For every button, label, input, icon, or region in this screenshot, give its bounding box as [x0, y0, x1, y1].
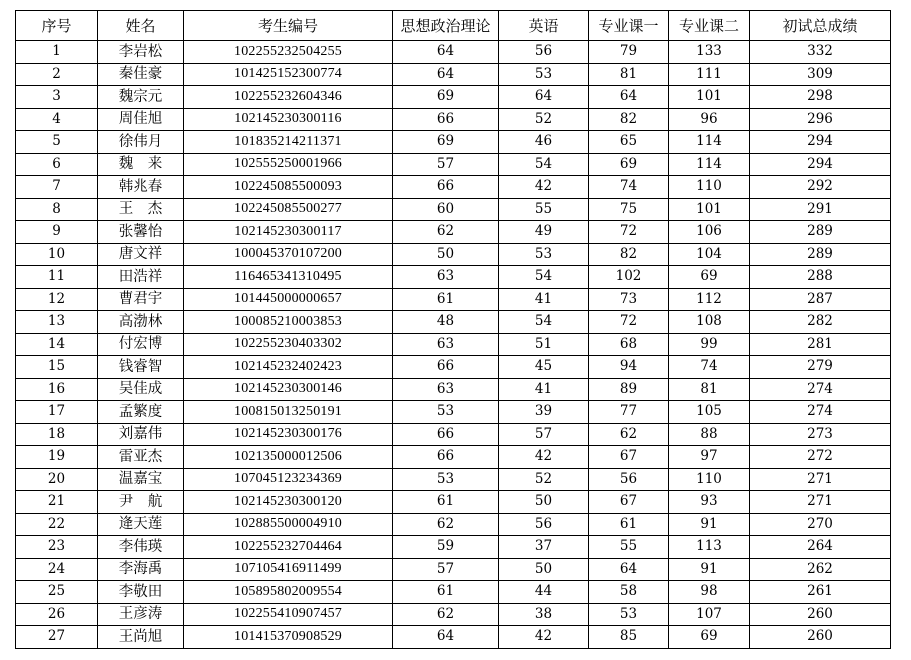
cell-politics: 60 — [393, 198, 499, 221]
cell-seq: 2 — [16, 63, 98, 86]
cell-subject2: 91 — [669, 513, 750, 536]
cell-total: 332 — [750, 41, 891, 64]
cell-exam-id: 116465341310495 — [184, 266, 393, 289]
cell-subject1: 56 — [589, 468, 669, 491]
cell-english: 51 — [499, 333, 589, 356]
table-row — [16, 243, 891, 266]
cell-name: 田浩祥 — [98, 266, 184, 289]
cell-total: 296 — [750, 108, 891, 131]
cell-subject1: 72 — [589, 221, 669, 244]
cell-seq: 19 — [16, 446, 98, 469]
cell-exam-id: 102145230300146 — [184, 378, 393, 401]
cell-subject2: 110 — [669, 176, 750, 199]
cell-total: 294 — [750, 153, 891, 176]
cell-exam-id: 102255410907457 — [184, 603, 393, 626]
cell-politics: 48 — [393, 311, 499, 334]
cell-politics: 63 — [393, 378, 499, 401]
cell-english: 55 — [499, 198, 589, 221]
cell-subject1: 94 — [589, 356, 669, 379]
cell-english: 37 — [499, 536, 589, 559]
cell-subject1: 73 — [589, 288, 669, 311]
cell-seq: 26 — [16, 603, 98, 626]
cell-subject1: 64 — [589, 86, 669, 109]
table-row — [16, 131, 891, 154]
cell-subject2: 88 — [669, 423, 750, 446]
cell-seq: 10 — [16, 243, 98, 266]
cell-exam-id: 102145230300117 — [184, 221, 393, 244]
table-row — [16, 603, 891, 626]
table-header — [16, 11, 891, 41]
cell-subject2: 101 — [669, 198, 750, 221]
cell-exam-id: 102885500004910 — [184, 513, 393, 536]
cell-subject2: 96 — [669, 108, 750, 131]
cell-name: 张馨怡 — [98, 221, 184, 244]
cell-name: 钱睿智 — [98, 356, 184, 379]
cell-politics: 61 — [393, 288, 499, 311]
cell-english: 53 — [499, 63, 589, 86]
cell-seq: 20 — [16, 468, 98, 491]
cell-subject2: 93 — [669, 491, 750, 514]
cell-name: 魏宗元 — [98, 86, 184, 109]
table-row — [16, 311, 891, 334]
table-row — [16, 221, 891, 244]
cell-seq: 4 — [16, 108, 98, 131]
cell-subject1: 102 — [589, 266, 669, 289]
cell-exam-id: 102135000012506 — [184, 446, 393, 469]
cell-total: 292 — [750, 176, 891, 199]
table-body — [16, 41, 891, 649]
cell-english: 45 — [499, 356, 589, 379]
cell-name: 逄天莲 — [98, 513, 184, 536]
header-total: 初试总成绩 — [750, 11, 891, 41]
cell-politics: 61 — [393, 491, 499, 514]
cell-subject2: 74 — [669, 356, 750, 379]
cell-name: 李敬田 — [98, 581, 184, 604]
cell-name: 尹 航 — [98, 491, 184, 514]
cell-subject1: 53 — [589, 603, 669, 626]
cell-english: 41 — [499, 378, 589, 401]
table-row — [16, 513, 891, 536]
cell-exam-id: 101425152300774 — [184, 63, 393, 86]
cell-exam-id: 102145230300116 — [184, 108, 393, 131]
cell-total: 298 — [750, 86, 891, 109]
cell-seq: 24 — [16, 558, 98, 581]
cell-subject2: 110 — [669, 468, 750, 491]
cell-seq: 11 — [16, 266, 98, 289]
cell-politics: 62 — [393, 513, 499, 536]
cell-subject2: 81 — [669, 378, 750, 401]
table-row — [16, 41, 891, 64]
cell-english: 41 — [499, 288, 589, 311]
cell-seq: 8 — [16, 198, 98, 221]
score-sheet — [15, 10, 891, 649]
cell-seq: 21 — [16, 491, 98, 514]
cell-politics: 64 — [393, 41, 499, 64]
cell-seq: 22 — [16, 513, 98, 536]
cell-exam-id: 102255232604346 — [184, 86, 393, 109]
table-row — [16, 446, 891, 469]
cell-subject1: 67 — [589, 446, 669, 469]
cell-subject1: 75 — [589, 198, 669, 221]
cell-name: 韩兆春 — [98, 176, 184, 199]
cell-total: 264 — [750, 536, 891, 559]
cell-politics: 69 — [393, 131, 499, 154]
table-row — [16, 198, 891, 221]
cell-exam-id: 102255230403302 — [184, 333, 393, 356]
cell-exam-id: 102245085500093 — [184, 176, 393, 199]
cell-total: 272 — [750, 446, 891, 469]
cell-subject1: 79 — [589, 41, 669, 64]
cell-subject2: 113 — [669, 536, 750, 559]
cell-politics: 66 — [393, 108, 499, 131]
cell-exam-id: 107045123234369 — [184, 468, 393, 491]
cell-english: 56 — [499, 41, 589, 64]
cell-english: 54 — [499, 153, 589, 176]
cell-english: 50 — [499, 558, 589, 581]
cell-politics: 57 — [393, 558, 499, 581]
cell-total: 289 — [750, 221, 891, 244]
cell-english: 39 — [499, 401, 589, 424]
cell-seq: 12 — [16, 288, 98, 311]
score-table — [15, 10, 891, 649]
cell-name: 雷亚杰 — [98, 446, 184, 469]
cell-subject2: 97 — [669, 446, 750, 469]
cell-politics: 63 — [393, 333, 499, 356]
cell-seq: 1 — [16, 41, 98, 64]
cell-total: 273 — [750, 423, 891, 446]
cell-english: 50 — [499, 491, 589, 514]
cell-english: 49 — [499, 221, 589, 244]
cell-name: 李海禹 — [98, 558, 184, 581]
cell-politics: 57 — [393, 153, 499, 176]
table-row — [16, 86, 891, 109]
cell-name: 秦佳豪 — [98, 63, 184, 86]
table-row — [16, 491, 891, 514]
cell-politics: 62 — [393, 221, 499, 244]
cell-english: 54 — [499, 266, 589, 289]
cell-politics: 66 — [393, 176, 499, 199]
cell-politics: 61 — [393, 581, 499, 604]
cell-politics: 63 — [393, 266, 499, 289]
cell-name: 付宏博 — [98, 333, 184, 356]
header-subject1: 专业课一 — [589, 11, 669, 41]
cell-name: 王 杰 — [98, 198, 184, 221]
cell-subject2: 99 — [669, 333, 750, 356]
cell-name: 周佳旭 — [98, 108, 184, 131]
cell-subject1: 58 — [589, 581, 669, 604]
cell-seq: 25 — [16, 581, 98, 604]
table-row — [16, 176, 891, 199]
cell-exam-id: 102145230300176 — [184, 423, 393, 446]
cell-subject2: 111 — [669, 63, 750, 86]
table-row — [16, 536, 891, 559]
header-politics: 思想政治理论 — [393, 11, 499, 41]
cell-english: 53 — [499, 243, 589, 266]
cell-seq: 16 — [16, 378, 98, 401]
cell-politics: 66 — [393, 446, 499, 469]
cell-english: 46 — [499, 131, 589, 154]
cell-subject2: 107 — [669, 603, 750, 626]
cell-subject2: 106 — [669, 221, 750, 244]
table-row — [16, 356, 891, 379]
cell-politics: 66 — [393, 356, 499, 379]
cell-name: 高渤林 — [98, 311, 184, 334]
cell-seq: 18 — [16, 423, 98, 446]
cell-exam-id: 105895802009554 — [184, 581, 393, 604]
cell-subject2: 104 — [669, 243, 750, 266]
cell-exam-id: 101445000000657 — [184, 288, 393, 311]
cell-seq: 23 — [16, 536, 98, 559]
cell-subject1: 65 — [589, 131, 669, 154]
cell-subject1: 82 — [589, 108, 669, 131]
table-row — [16, 63, 891, 86]
cell-english: 38 — [499, 603, 589, 626]
cell-exam-id: 100815013250191 — [184, 401, 393, 424]
cell-subject2: 133 — [669, 41, 750, 64]
cell-name: 魏 来 — [98, 153, 184, 176]
cell-subject1: 67 — [589, 491, 669, 514]
cell-name: 曹君宇 — [98, 288, 184, 311]
cell-name: 王彦涛 — [98, 603, 184, 626]
cell-english: 56 — [499, 513, 589, 536]
cell-seq: 6 — [16, 153, 98, 176]
cell-subject2: 98 — [669, 581, 750, 604]
table-row — [16, 558, 891, 581]
table-row — [16, 401, 891, 424]
cell-subject2: 114 — [669, 131, 750, 154]
cell-subject2: 69 — [669, 266, 750, 289]
cell-subject1: 55 — [589, 536, 669, 559]
header-subject2: 专业课二 — [669, 11, 750, 41]
cell-seq: 27 — [16, 626, 98, 649]
cell-exam-id: 102555250001966 — [184, 153, 393, 176]
cell-total: 288 — [750, 266, 891, 289]
header-name: 姓名 — [98, 11, 184, 41]
cell-total: 262 — [750, 558, 891, 581]
cell-name: 李岩松 — [98, 41, 184, 64]
cell-exam-id: 102245085500277 — [184, 198, 393, 221]
cell-seq: 14 — [16, 333, 98, 356]
cell-politics: 53 — [393, 468, 499, 491]
cell-total: 274 — [750, 378, 891, 401]
cell-seq: 5 — [16, 131, 98, 154]
cell-seq: 13 — [16, 311, 98, 334]
table-row — [16, 468, 891, 491]
table-row — [16, 626, 891, 649]
cell-english: 42 — [499, 446, 589, 469]
cell-politics: 66 — [393, 423, 499, 446]
header-row — [16, 11, 891, 41]
cell-english: 52 — [499, 108, 589, 131]
cell-exam-id: 100085210003853 — [184, 311, 393, 334]
cell-total: 270 — [750, 513, 891, 536]
cell-subject2: 69 — [669, 626, 750, 649]
cell-exam-id: 107105416911499 — [184, 558, 393, 581]
cell-subject1: 69 — [589, 153, 669, 176]
cell-subject1: 61 — [589, 513, 669, 536]
cell-total: 287 — [750, 288, 891, 311]
cell-total: 260 — [750, 626, 891, 649]
cell-subject2: 108 — [669, 311, 750, 334]
cell-exam-id: 101415370908529 — [184, 626, 393, 649]
cell-total: 271 — [750, 468, 891, 491]
cell-subject2: 112 — [669, 288, 750, 311]
cell-politics: 53 — [393, 401, 499, 424]
cell-subject2: 91 — [669, 558, 750, 581]
cell-subject1: 74 — [589, 176, 669, 199]
cell-total: 291 — [750, 198, 891, 221]
cell-name: 李伟瑛 — [98, 536, 184, 559]
cell-seq: 17 — [16, 401, 98, 424]
cell-subject2: 105 — [669, 401, 750, 424]
cell-english: 54 — [499, 311, 589, 334]
cell-total: 281 — [750, 333, 891, 356]
cell-total: 274 — [750, 401, 891, 424]
cell-subject1: 68 — [589, 333, 669, 356]
table-row — [16, 333, 891, 356]
cell-politics: 69 — [393, 86, 499, 109]
table-row — [16, 153, 891, 176]
cell-english: 57 — [499, 423, 589, 446]
cell-exam-id: 102145232402423 — [184, 356, 393, 379]
cell-exam-id: 101835214211371 — [184, 131, 393, 154]
cell-name: 王尚旭 — [98, 626, 184, 649]
cell-total: 282 — [750, 311, 891, 334]
cell-name: 刘嘉伟 — [98, 423, 184, 446]
cell-english: 42 — [499, 626, 589, 649]
table-row — [16, 423, 891, 446]
cell-exam-id: 100045370107200 — [184, 243, 393, 266]
cell-exam-id: 102255232704464 — [184, 536, 393, 559]
cell-subject1: 72 — [589, 311, 669, 334]
cell-name: 温嘉宝 — [98, 468, 184, 491]
cell-subject1: 77 — [589, 401, 669, 424]
cell-total: 279 — [750, 356, 891, 379]
table-row — [16, 581, 891, 604]
table-row — [16, 378, 891, 401]
cell-name: 唐文祥 — [98, 243, 184, 266]
cell-english: 64 — [499, 86, 589, 109]
cell-total: 261 — [750, 581, 891, 604]
cell-name: 徐伟月 — [98, 131, 184, 154]
cell-exam-id: 102145230300120 — [184, 491, 393, 514]
cell-subject1: 62 — [589, 423, 669, 446]
table-row — [16, 108, 891, 131]
cell-seq: 3 — [16, 86, 98, 109]
cell-english: 52 — [499, 468, 589, 491]
cell-seq: 15 — [16, 356, 98, 379]
header-exam-id: 考生编号 — [184, 11, 393, 41]
cell-total: 294 — [750, 131, 891, 154]
cell-name: 孟繁度 — [98, 401, 184, 424]
cell-total: 289 — [750, 243, 891, 266]
cell-seq: 7 — [16, 176, 98, 199]
cell-exam-id: 102255232504255 — [184, 41, 393, 64]
cell-english: 42 — [499, 176, 589, 199]
cell-subject2: 114 — [669, 153, 750, 176]
cell-subject1: 89 — [589, 378, 669, 401]
cell-english: 44 — [499, 581, 589, 604]
cell-politics: 50 — [393, 243, 499, 266]
cell-total: 260 — [750, 603, 891, 626]
cell-subject2: 101 — [669, 86, 750, 109]
cell-subject1: 81 — [589, 63, 669, 86]
cell-seq: 9 — [16, 221, 98, 244]
cell-subject1: 85 — [589, 626, 669, 649]
table-row — [16, 288, 891, 311]
cell-subject1: 82 — [589, 243, 669, 266]
cell-total: 271 — [750, 491, 891, 514]
cell-politics: 64 — [393, 63, 499, 86]
header-english: 英语 — [499, 11, 589, 41]
table-row — [16, 266, 891, 289]
cell-name: 吴佳成 — [98, 378, 184, 401]
cell-politics: 64 — [393, 626, 499, 649]
cell-politics: 62 — [393, 603, 499, 626]
cell-subject1: 64 — [589, 558, 669, 581]
header-seq: 序号 — [16, 11, 98, 41]
cell-politics: 59 — [393, 536, 499, 559]
cell-total: 309 — [750, 63, 891, 86]
